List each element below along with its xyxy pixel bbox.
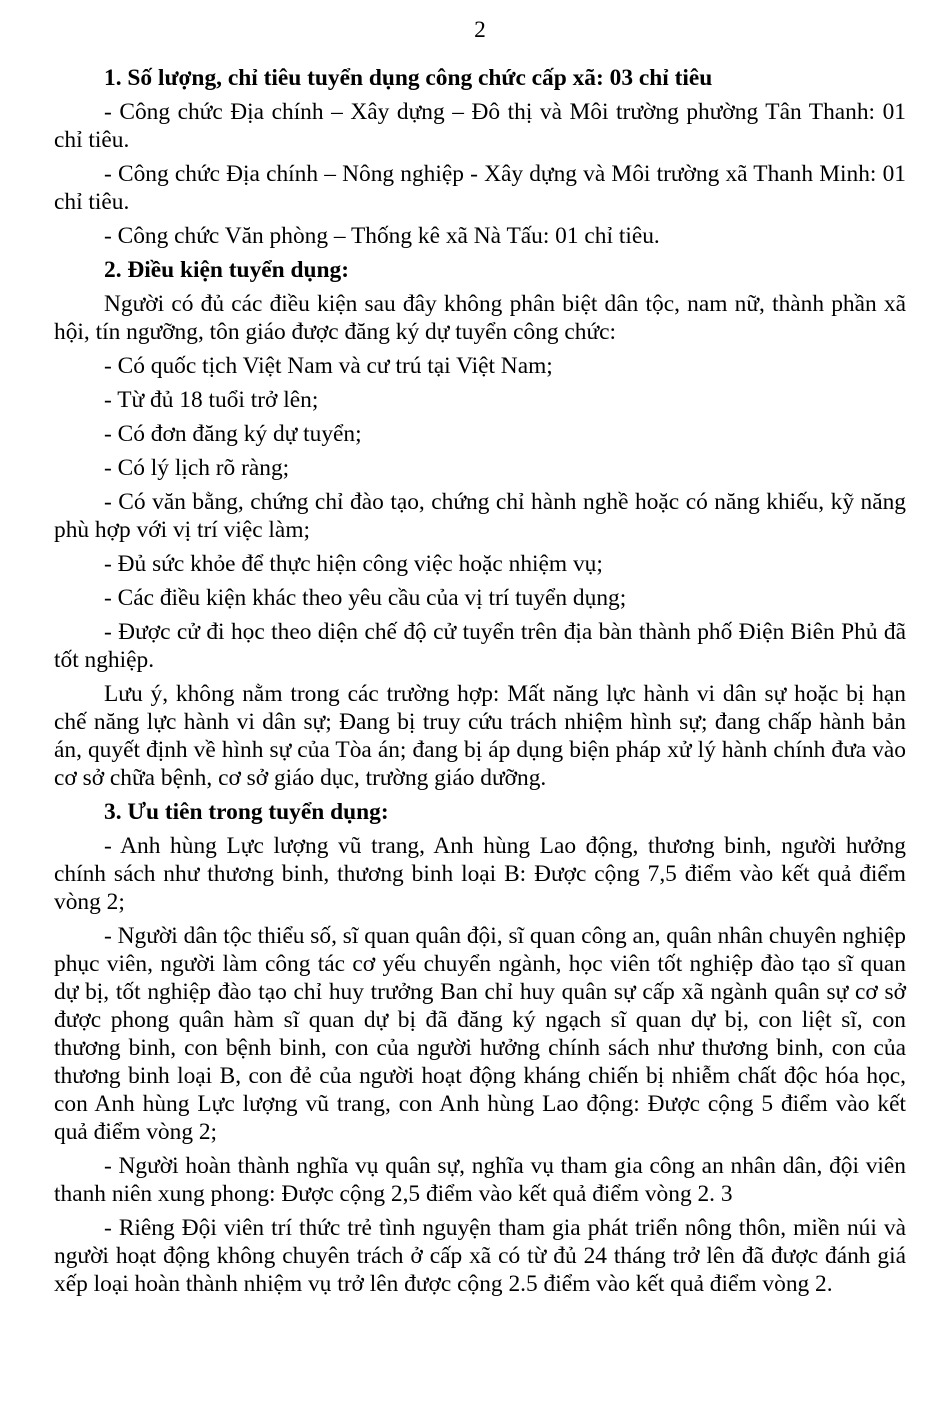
section-2-item: - Đủ sức khỏe để thực hiện công việc hoặc nhiệm vụ; xyxy=(104,551,603,577)
section-1-item: - Công chức Văn phòng – Thống kê xã Nà Tấu: 01 chỉ tiêu. xyxy=(104,223,660,249)
section-3-heading: 3. Ưu tiên trong tuyển dụng: xyxy=(104,799,389,825)
section-2-item: - Có quốc tịch Việt Nam và cư trú tại Việt Nam; xyxy=(104,353,553,379)
section-2-heading: 2. Điều kiện tuyển dụng: xyxy=(104,257,350,283)
section-2-item: - Các điều kiện khác theo yêu cầu của vị trí tuyển dụng; xyxy=(104,585,627,611)
section-1-item: - Công chức Địa chính – Nông nghiệp - Xây dựng và Môi trường xã Thanh Minh: 01 chỉ tiêu. xyxy=(54,161,906,215)
section-3-item: - Anh hùng Lực lượng vũ trang, Anh hùng Lao động, thương binh, người hưởng chính sách như thương binh, thương binh loại B: Được cộng 7,5 điểm vào kết quả điểm vòng 2; xyxy=(54,833,906,915)
section-1-item: - Công chức Địa chính – Xây dựng – Đô thị và Môi trường phường Tân Thanh: 01 chỉ tiêu. xyxy=(54,99,906,153)
section-3-item: - Riêng Đội viên trí thức trẻ tình nguyện tham gia phát triển nông thôn, miền núi và người hoạt động không chuyên trách ở cấp xã có từ đủ 24 tháng trở lên đã được đánh giá xếp loại hoàn thành nhiệm vụ trở lên được cộng 2.5 điểm vào kết quả điểm vòng 2. xyxy=(54,1215,906,1297)
section-2-item: - Có đơn đăng ký dự tuyển; xyxy=(104,421,362,447)
section-3-item: - Người hoàn thành nghĩa vụ quân sự, nghĩa vụ tham gia công an nhân dân, đội viên thanh niên xung phong: Được cộng 2,5 điểm vào kết quả điểm vòng 2. 3 xyxy=(54,1153,906,1207)
section-2-intro: Người có đủ các điều kiện sau đây không phân biệt dân tộc, nam nữ, thành phần xã hội, tín ngưỡng, tôn giáo được đăng ký dự tuyển công chức: xyxy=(54,291,906,345)
section-2-item: - Có văn bằng, chứng chỉ đào tạo, chứng chỉ hành nghề hoặc có năng khiếu, kỹ năng phù hợp với vị trí việc làm; xyxy=(54,489,906,543)
section-3-item: - Người dân tộc thiểu số, sĩ quan quân đội, sĩ quan công an, quân nhân chuyên nghiệp phục viên, người làm công tác cơ yếu chuyển ngành, học viên tốt nghiệp đào tạo sĩ quan dự bị, tốt nghiệp đào tạo chỉ huy trưởng Ban chỉ huy quân sự cấp xã ngành quân sự cơ sở được phong quân hàm sĩ quan dự bị đã đăng ký ngạch sĩ quan dự bị, con liệt sĩ, con thương binh, con bệnh binh, con của người hưởng chính sách như thương binh, con của thương binh loại B, con đẻ của người hoạt động kháng chiến bị nhiễm chất độc hóa học, con Anh hùng Lực lượng vũ trang, con Anh hùng Lao động: Được cộng 5 điểm vào kết quả điểm vòng 2; xyxy=(54,923,906,1145)
section-2-note: Lưu ý, không nằm trong các trường hợp: Mất năng lực hành vi dân sự hoặc bị hạn chế năng lực hành vi dân sự; Đang bị truy cứu trách nhiệm hình sự; đang chấp hành bản án, quyết định về hình sự của Tòa án; đang bị áp dụng biện pháp xử lý hành chính đưa vào cơ sở chữa bệnh, cơ sở giáo dục, trường giáo dưỡng. xyxy=(54,681,906,791)
section-2-item: - Từ đủ 18 tuổi trở lên; xyxy=(104,387,319,413)
section-2-item: - Có lý lịch rõ ràng; xyxy=(104,455,290,481)
section-1-heading: 1. Số lượng, chỉ tiêu tuyển dụng công chức cấp xã: 03 chỉ tiêu xyxy=(104,65,713,91)
page-number: 2 xyxy=(474,17,486,43)
section-2-item: - Được cử đi học theo diện chế độ cử tuyển trên địa bàn thành phố Điện Biên Phủ đã tốt nghiệp. xyxy=(54,619,906,673)
